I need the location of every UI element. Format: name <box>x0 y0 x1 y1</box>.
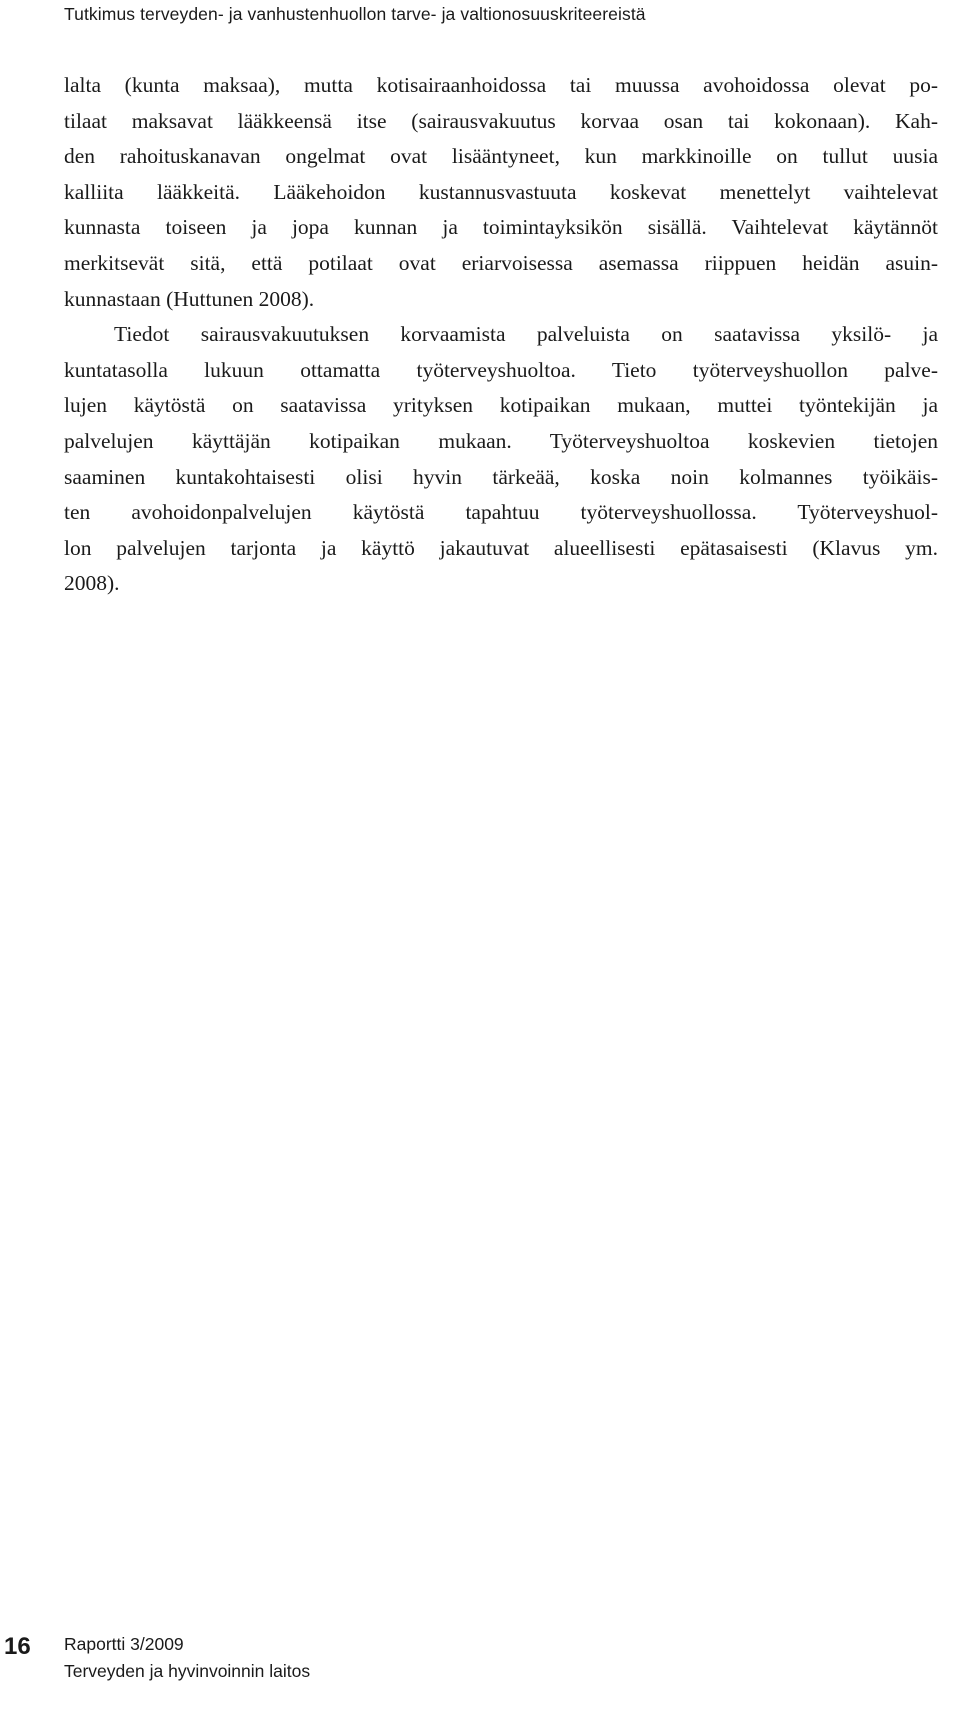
text-line: Tiedot sairausvakuutuksen korvaamista palveluista on saatavissa yksilö- ja <box>114 322 938 347</box>
text-line: saaminen kuntakohtaisesti olisi hyvin tärkeää, koska noin kolmannes työikäis- <box>64 464 938 489</box>
text-line: lalta (kunta maksaa), mutta kotisairaanhoidossa tai muussa avohoidossa olevat po- <box>64 73 938 97</box>
page-number: 16 <box>4 1633 31 1660</box>
text-line: palvelujen käyttäjän kotipaikan mukaan. Työterveyshuoltoa koskevien tietojen <box>64 428 938 453</box>
running-header: Tutkimus terveyden- ja vanhustenhuollon tarve- ja valtionosuuskriteereistä <box>64 4 646 24</box>
body-text <box>64 68 938 602</box>
text-line: tilaat maksavat lääkkeensä itse (sairausvakuutus korvaa osan tai kokonaan). Kah- <box>64 108 938 133</box>
text-line: den rahoituskanavan ongelmat ovat lisääntyneet, kun markkinoille on tullut uusia <box>64 144 938 169</box>
text-line: kalliita lääkkeitä. Lääkehoidon kustannusvastuuta koskevat menettelyt vaihtelevat <box>64 179 938 204</box>
text-line: kunnastaan (Huttunen 2008). <box>64 286 315 311</box>
text-line: kuntatasolla lukuun ottamatta työterveyshuoltoa. Tieto työterveyshuollon palve- <box>64 357 938 382</box>
text-line: lon palvelujen tarjonta ja käyttö jakautuvat alueellisesti epätasaisesti (Klavus ym. <box>64 535 938 560</box>
report-number: Raportti 3/2009 <box>64 1634 184 1654</box>
paragraph-1 <box>64 68 938 317</box>
institution-name: Terveyden ja hyvinvoinnin laitos <box>64 1661 311 1681</box>
text-line: 2008). <box>64 571 120 596</box>
footer <box>64 1631 310 1685</box>
text-line: merkitsevät sitä, että potilaat ovat eriarvoisessa asemassa riippuen heidän asuin- <box>64 250 938 275</box>
paragraph-2 <box>64 317 938 602</box>
text-line: ten avohoidonpalvelujen käytöstä tapahtuu työterveyshuollossa. Työterveyshuol- <box>64 500 938 525</box>
text-line: kunnasta toiseen ja jopa kunnan ja toimintayksikön sisällä. Vaihtelevat käytännöt <box>64 215 938 240</box>
text-line: lujen käytöstä on saatavissa yrityksen kotipaikan mukaan, muttei työntekijän ja <box>64 393 938 418</box>
